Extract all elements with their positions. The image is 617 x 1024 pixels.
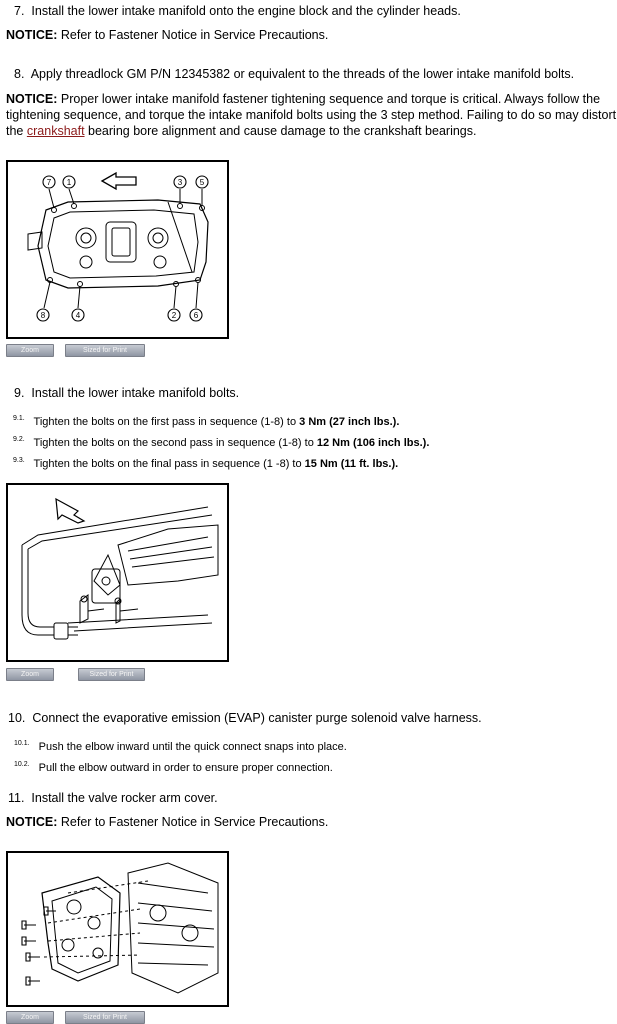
evap-harness-illustration	[8, 485, 227, 660]
manifold-bolt-sequence-figure	[6, 160, 229, 339]
substep-text: Tighten the bolts on the final pass in sequence (1 -8) to	[33, 458, 302, 470]
sized-for-print-button[interactable]: Sized for Print	[65, 1011, 145, 1024]
substep-number: 9.2.	[13, 436, 25, 443]
svg-text:5: 5	[199, 178, 205, 187]
callout-8	[37, 309, 49, 321]
substep-9-2	[13, 437, 429, 449]
substep-torque: 15 Nm (11 ft. lbs.).	[304, 458, 399, 470]
step-9	[14, 386, 239, 400]
substep-number: 10.2.	[14, 761, 30, 768]
step-text: Install the lower intake manifold onto the engine block and the cylinder heads.	[31, 4, 461, 18]
notice-text: Refer to Fastener Notice in Service Precautions.	[60, 28, 329, 42]
svg-text:3: 3	[177, 178, 183, 187]
substep-10-1	[14, 741, 347, 753]
substep-text: Tighten the bolts on the first pass in sequence (1-8) to	[33, 416, 297, 428]
svg-text:6: 6	[193, 311, 199, 320]
svg-text:4: 4	[75, 311, 81, 320]
svg-text:7: 7	[46, 178, 52, 187]
step-text: Apply threadlock GM P/N 12345382 or equivalent to the threads of the lower intake manifold bolts.	[30, 67, 575, 81]
notice-text-end: bearing bore alignment and cause damage to the crankshaft bearings.	[88, 124, 477, 138]
callout-7	[43, 176, 55, 188]
step-number: 8.	[14, 67, 25, 81]
step-11	[8, 791, 218, 805]
sized-for-print-button[interactable]: Sized for Print	[65, 344, 145, 357]
callout-5	[196, 176, 208, 188]
step-text: Connect the evaporative emission (EVAP) canister purge solenoid valve harness.	[32, 711, 482, 725]
substep-torque: 12 Nm (106 inch lbs.).	[316, 437, 430, 449]
substep-text: Push the elbow inward until the quick connect snaps into place.	[38, 741, 347, 753]
step-number: 10.	[8, 711, 26, 725]
svg-text:8: 8	[40, 311, 46, 320]
notice-1	[6, 27, 328, 43]
substep-torque: 3 Nm (27 inch lbs.).	[299, 416, 400, 428]
svg-text:2: 2	[171, 311, 177, 320]
notice-3	[6, 814, 328, 830]
notice-label: NOTICE:	[6, 815, 58, 829]
step-10	[8, 711, 482, 725]
substep-number: 9.3.	[13, 457, 25, 464]
crankshaft-link[interactable]: crankshaft	[26, 124, 85, 138]
sized-for-print-button[interactable]: Sized for Print	[78, 668, 145, 681]
substep-text: Pull the elbow outward in order to ensure proper connection.	[38, 762, 333, 774]
substep-number: 10.1.	[14, 740, 30, 747]
notice-label: NOTICE:	[6, 28, 58, 42]
callout-3	[174, 176, 186, 188]
notice-text: Refer to Fastener Notice in Service Precautions.	[60, 815, 329, 829]
callout-1	[63, 176, 75, 188]
callout-2	[168, 309, 180, 321]
substep-10-2	[14, 762, 333, 774]
svg-text:1: 1	[66, 178, 72, 187]
step-number: 7.	[14, 4, 25, 18]
zoom-button[interactable]: Zoom	[6, 668, 54, 681]
substep-9-1	[13, 416, 399, 428]
zoom-button[interactable]: Zoom	[6, 344, 54, 357]
evap-harness-figure	[6, 483, 229, 662]
step-7	[14, 4, 461, 18]
zoom-button[interactable]: Zoom	[6, 1011, 54, 1024]
step-text: Install the valve rocker arm cover.	[31, 791, 218, 805]
notice-label: NOTICE:	[6, 92, 58, 106]
callout-4	[72, 309, 84, 321]
substep-number: 9.1.	[13, 415, 25, 422]
step-number: 11.	[8, 791, 25, 805]
manifold-illustration	[8, 162, 227, 337]
rocker-cover-illustration	[8, 853, 227, 1005]
rocker-cover-figure	[6, 851, 229, 1007]
step-text: Install the lower intake manifold bolts.	[31, 386, 240, 400]
step-number: 9.	[14, 386, 25, 400]
step-8	[14, 67, 574, 81]
substep-text: Tighten the bolts on the second pass in sequence (1-8) to	[33, 437, 314, 449]
substep-9-3	[13, 458, 398, 470]
notice-2	[6, 91, 617, 139]
callout-6	[190, 309, 202, 321]
notice-text: Proper lower intake manifold fastener tightening sequence and torque is critical. Always follow the tightening sequence, and torque the intake manifold bolts using the 3 step method. Failing to do so may distort the	[6, 92, 617, 138]
